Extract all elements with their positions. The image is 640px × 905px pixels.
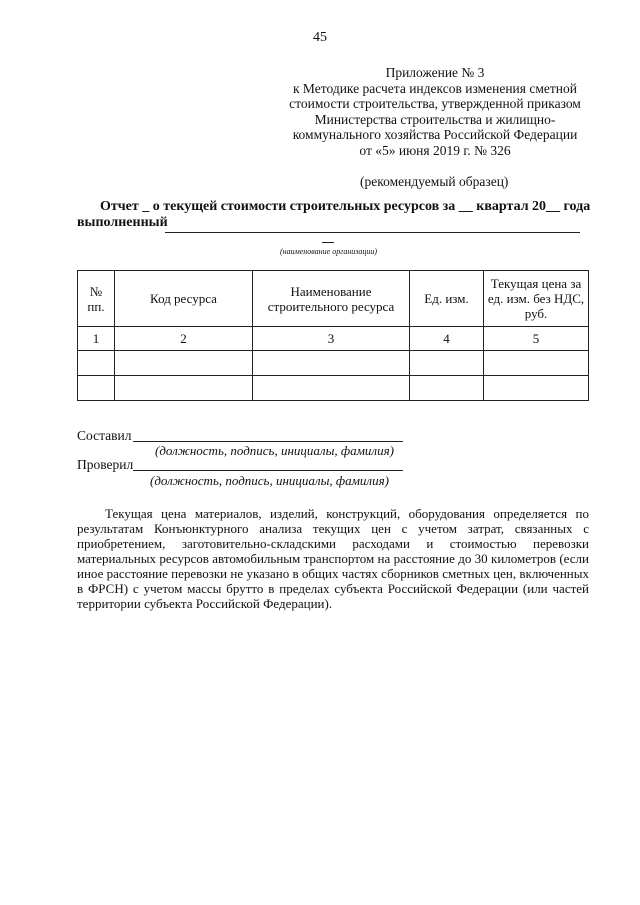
appendix-line: коммунального хозяйства Российской Федерации xyxy=(292,127,578,142)
table-row xyxy=(78,327,589,351)
checked-by-caption: (должность, подпись, инициалы, фамилия) xyxy=(150,473,389,488)
table-row xyxy=(78,351,589,376)
table-row xyxy=(78,376,589,401)
appendix-line: от «5» июня 2019 г. № 326 xyxy=(359,142,511,158)
checked-by-label: Проверил xyxy=(77,457,134,472)
appendix-line: Министерства строительства и жилищно- xyxy=(314,111,556,127)
paragraph-line: территории субъекта Российской Федерации). xyxy=(77,596,333,611)
table-header-row xyxy=(78,271,589,327)
paragraph-line: результатам Конъюнктурного анализа текущих цен с учетом затрат, связанных с xyxy=(77,521,589,536)
page-number: 45 xyxy=(313,30,327,45)
appendix-line: к Методике расчета индексов изменения сметной xyxy=(293,80,577,96)
recommended-sample: (рекомендуемый образец) xyxy=(360,174,509,189)
paragraph-line: иное расстояние перевозки не указано в общих частях сборников сметных цен, включенных xyxy=(77,566,589,581)
header-cell: Наименование строительного ресурса xyxy=(253,271,410,327)
header-cell: № пп. xyxy=(78,271,115,327)
report-title: Отчет _ о текущей стоимости строительных ресурсов за __ квартал 20__ года xyxy=(100,199,591,214)
header-cell: Код ресурса xyxy=(115,271,253,327)
paragraph-line: Текущая цена материалов, изделий, конструкций, оборудования определяется по xyxy=(105,506,589,521)
report-title-line2: выполненный xyxy=(77,215,168,230)
column-number: 5 xyxy=(484,327,589,351)
checked-by-line xyxy=(133,470,403,471)
compiled-by-line xyxy=(133,441,403,442)
header-cell: Текущая цена за ед. изм. без НДС, руб. xyxy=(484,271,589,327)
compiled-by-label: Составил xyxy=(77,428,132,443)
header-cell: Ед. изм. xyxy=(410,271,484,327)
column-number: 3 xyxy=(253,327,410,351)
paragraph-line: в ФРСН) с учетом массы брутто в пределах субъекта Российской Федерации (или частей xyxy=(77,581,589,596)
column-number: 4 xyxy=(410,327,484,351)
paragraph-line: приобретением, заготовительно-складскими расходами и стоимостью перевозки xyxy=(77,536,589,551)
appendix-line: Приложение № 3 xyxy=(385,65,485,80)
organization-line xyxy=(165,232,580,233)
paragraph-line: материальных ресурсов автомобильным транспортом на расстояние до 30 километров (если xyxy=(77,551,589,566)
appendix-header xyxy=(270,65,600,158)
resources-table xyxy=(77,270,589,401)
divider xyxy=(322,242,334,243)
column-number: 1 xyxy=(78,327,115,351)
explanatory-paragraph xyxy=(77,506,589,611)
organization-caption: (наименование организации) xyxy=(280,247,378,256)
appendix-line: стоимости строительства, утвержденной приказом xyxy=(289,96,581,111)
column-number: 2 xyxy=(115,327,253,351)
compiled-by-caption: (должность, подпись, инициалы, фамилия) xyxy=(155,443,394,458)
